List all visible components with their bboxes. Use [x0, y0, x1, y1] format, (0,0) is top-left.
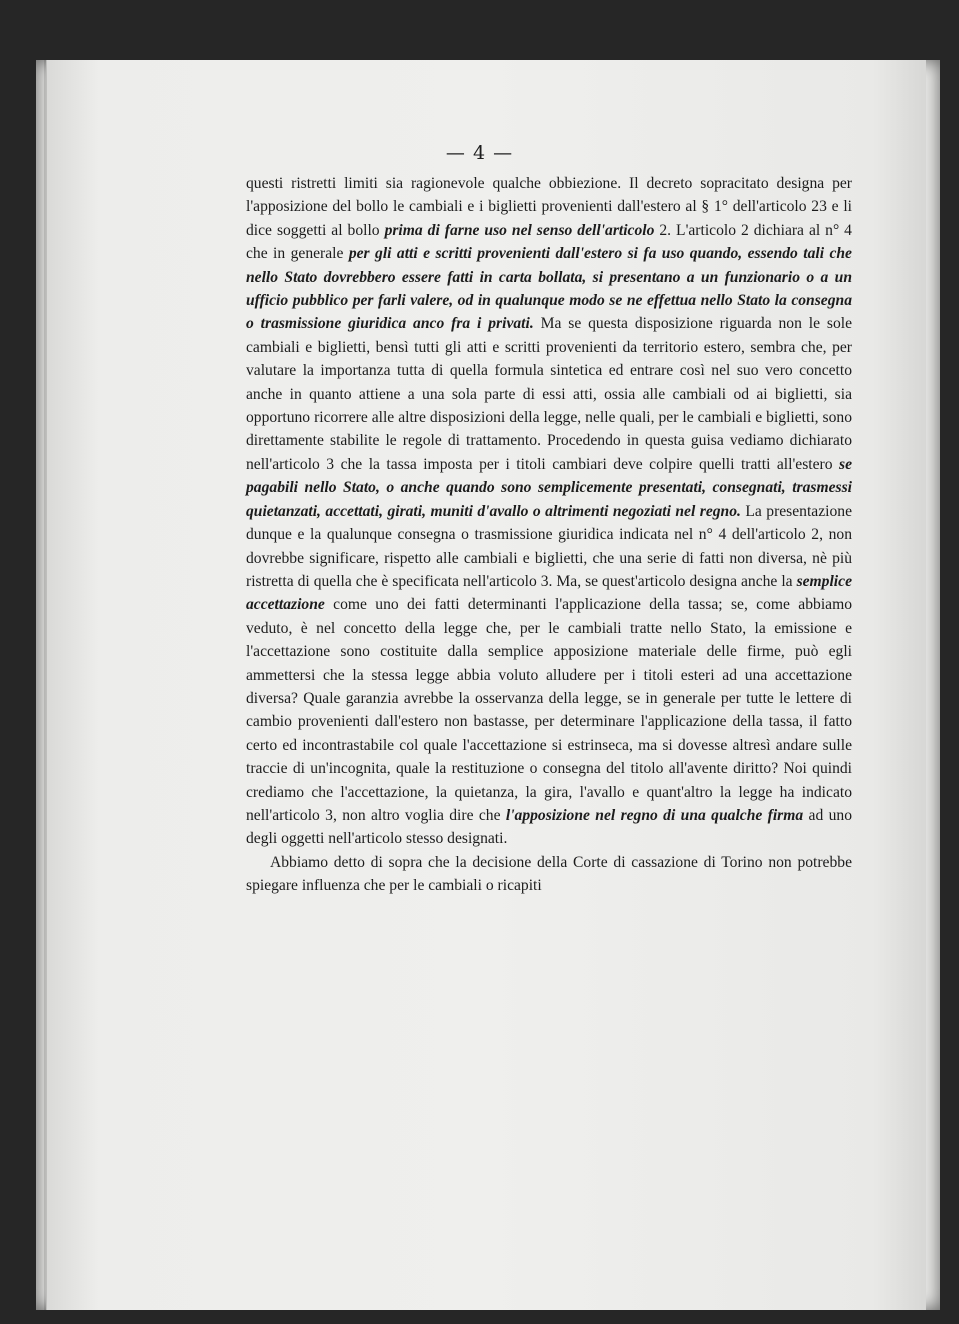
text-segment: ad uno degli oggetti nell'articolo stesso designati.: [246, 806, 853, 848]
italic-segment: per gli atti e scritti provenienti dall'estero si fa uso quando, essendo tali che nello Stato dovrebbero essere fatti in carta bollata, si presentano a un funzionario o a un ufficio pubblico per farli valere, od in qualunque modo se ne effettua nello Stato la consegna o trasmissione giuridica anco fra i privati.: [246, 245, 852, 333]
text-segment: 2. L'articolo 2 dichiara al n° 4 che in generale: [246, 221, 852, 263]
body-text: [246, 172, 852, 898]
text-segment: questi ristretti limiti sia ragionevole qualche obbiezione. Il decreto sopracitato designa per l'apposizione del bollo le cambiali e i biglietti provenienti dall'estero al § 1° dell'articolo 23 e li dice soggetti al bollo: [246, 175, 852, 239]
paragraph-1: [246, 172, 852, 851]
text-segment: come uno dei fatti determinanti l'applicazione della tassa; se, come abbiamo veduto, è nel concetto della legge che, per le cambiali tratte nello Stato, la emissione e l'accettazione sono costituite dalla semplice apposizione materiale delle firme, può egli ammettersi che la stessa legge abbia voluto alludere per i titoli esteri ad una accettazione diversa? Quale garanzia avrebbe la osservanza della legge, se in generale per tutte le lettere di cambio provenienti dall'estero non bastasse, per determinare l'applicazione della tassa, il fatto certo ed incontrastabile col quale l'accettazione si estrinseca, ma si dovesse altresì andare sulle traccie di un'incognita, quale la restituzione o consegna del titolo all'avente diritto? Noi quindi crediamo che l'accettazione, la quietanza, la gira, l'avallo e quant'altro la legge ha indicato nell'articolo 3, non altro voglia dire che: [246, 596, 852, 824]
page-fold-shadow: [44, 60, 47, 1310]
paragraph-2: [246, 851, 852, 898]
text-segment: Abbiamo detto di sopra che la decisione della Corte di cassazione di Torino non potrebbe spiegare influenza che per le cambiali o ricapiti: [246, 853, 852, 895]
italic-segment: prima di farne uso nel senso dell'articolo: [384, 221, 655, 239]
text-segment: Ma se questa disposizione riguarda non le sole cambiali e biglietti, bensì tutti gli atti e scritti provenienti da territorio estero, sembra che, per valutare la importanza tutta di quella formula sintetica ed entrare così nel suo vero concetto anche in quanto attiene a una sola parte di essi atti, ossia alle cambiali od ai biglietti, sia opportuno ricorrere alle altre disposizioni della legge, nelle quali, per le cambiali e biglietti, sono direttamente stabilite le regole di trattamento. Procedendo in questa guisa vediamo dichiarato nell'articolo 3 che la tassa imposta per i titoli cambiari deve colpire quelli tratti all'estero: [246, 315, 852, 473]
italic-segment: semplice accettazione: [246, 572, 852, 614]
italic-segment: se pagabili nello Stato, o anche quando sono semplicemente presentati, consegnati, trasmessi quietanzati, accettati, girati, muniti d'avallo o altrimenti negoziati nel regno.: [246, 455, 852, 520]
text-segment: La presentazione dunque e la qualunque consegna o trasmissione giuridica indicata nel n° 4 dell'articolo 2, non dovrebbe significare, rispetto alle cambiali e biglietti, che una serie di fatti non diversa, nè più ristretta di quella che è specificata nell'articolo 3. Ma, se quest'articolo designa anche la: [246, 502, 852, 590]
page-number: — 4 —: [445, 142, 514, 164]
italic-segment: l'apposizione nel regno di una qualche firma: [505, 806, 804, 824]
